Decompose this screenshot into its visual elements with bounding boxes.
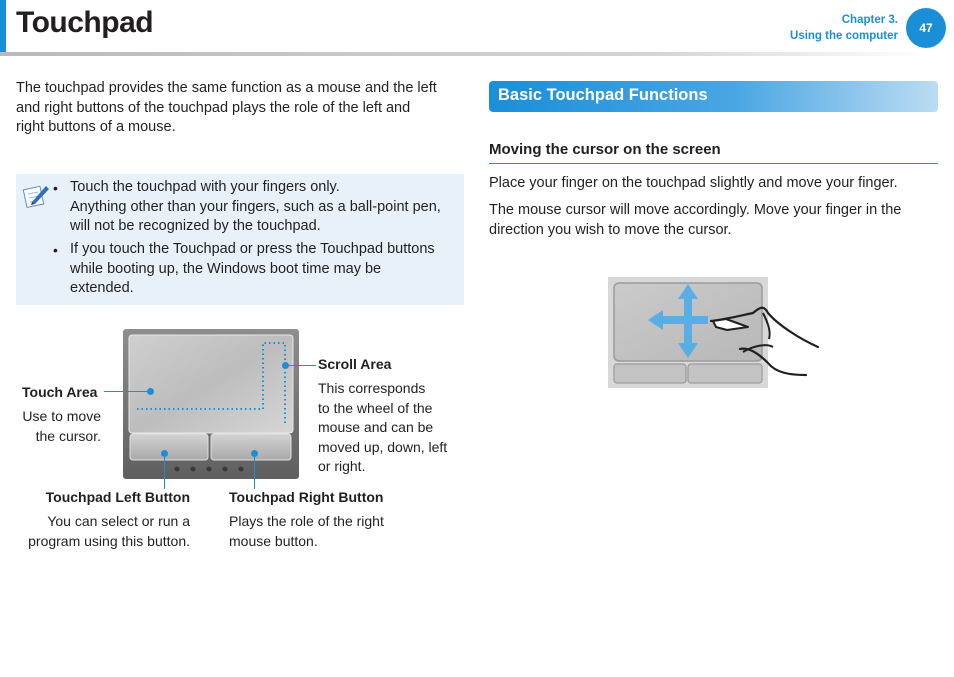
desc-line: or right. [318,458,366,474]
bullet-marker: • [53,180,58,196]
chapter-number: Chapter 3. [841,14,898,26]
right-button-title: Touchpad Right Button [229,489,384,505]
left-button-leader-line [164,453,165,489]
scroll-area-leader-line [286,365,316,366]
right-button-leader-line [254,453,255,489]
desc-line: Use to move [22,408,101,424]
paragraph-line: direction you wish to move the cursor. [489,221,732,238]
chapter-name: Using the computer [790,30,898,42]
scroll-area-marker [282,362,289,369]
intro-line: and right buttons of the touchpad plays the role of the left and [16,99,411,116]
note-line: while booting up, the Windows boot time may be [70,261,382,277]
note-line: Touch the touchpad with your fingers only. [70,179,340,195]
finger-move-illustration [608,277,820,388]
right-button-marker [251,450,258,457]
paragraph [489,201,939,240]
desc-line: mouse button. [229,532,318,549]
desc-line: moved up, down, left [318,438,448,455]
touchpad-illustration [123,329,299,479]
note-line: Anything other than your fingers, such as a ball-point pen, [70,199,441,215]
scroll-area-desc [318,379,468,477]
page-title: Touchpad [16,6,154,39]
desc-line: You can select or run a [47,513,190,529]
paragraph-line: The mouse cursor will move accordingly. Move your finger in the [489,202,902,218]
touch-area-marker [147,388,154,395]
desc-line: This corresponds [318,380,426,396]
right-button-desc [229,512,429,551]
sub-heading-rule [489,163,938,164]
scroll-area-title: Scroll Area [318,356,392,372]
left-button-title: Touchpad Left Button [45,489,190,505]
desc-line: mouse and can be [318,419,434,435]
page-number-badge: 47 [906,8,946,48]
header-divider [0,52,930,56]
desc-line: program using this button. [28,532,190,549]
intro-line: right buttons of a mouse. [16,119,176,135]
left-button-marker [161,450,168,457]
desc-line: to the wheel of the [318,399,433,416]
section-title: Basic Touchpad Functions [498,86,708,104]
note-line: extended. [70,280,134,296]
bullet-marker: • [53,242,58,258]
left-button-desc [10,512,190,551]
touch-area-title: Touch Area [22,384,98,400]
title-accent-bar [0,0,6,52]
paragraph: Place your finger on the touchpad slightly and move your finger. [489,175,898,191]
intro-line: The touchpad provides the same function as a mouse and the left [16,80,437,96]
desc-line: Plays the role of the right [229,513,384,529]
sub-heading: Moving the cursor on the screen [489,141,721,158]
chapter-label [790,12,898,44]
desc-line: the cursor. [35,427,101,444]
note-line: If you touch the Touchpad or press the Touchpad buttons [70,241,435,257]
touch-area-desc [16,407,101,446]
note-line: will not be recognized by the touchpad. [70,218,321,234]
intro-paragraph [16,79,468,138]
pen-note-icon [22,180,52,210]
touch-area-leader-line [104,391,150,392]
